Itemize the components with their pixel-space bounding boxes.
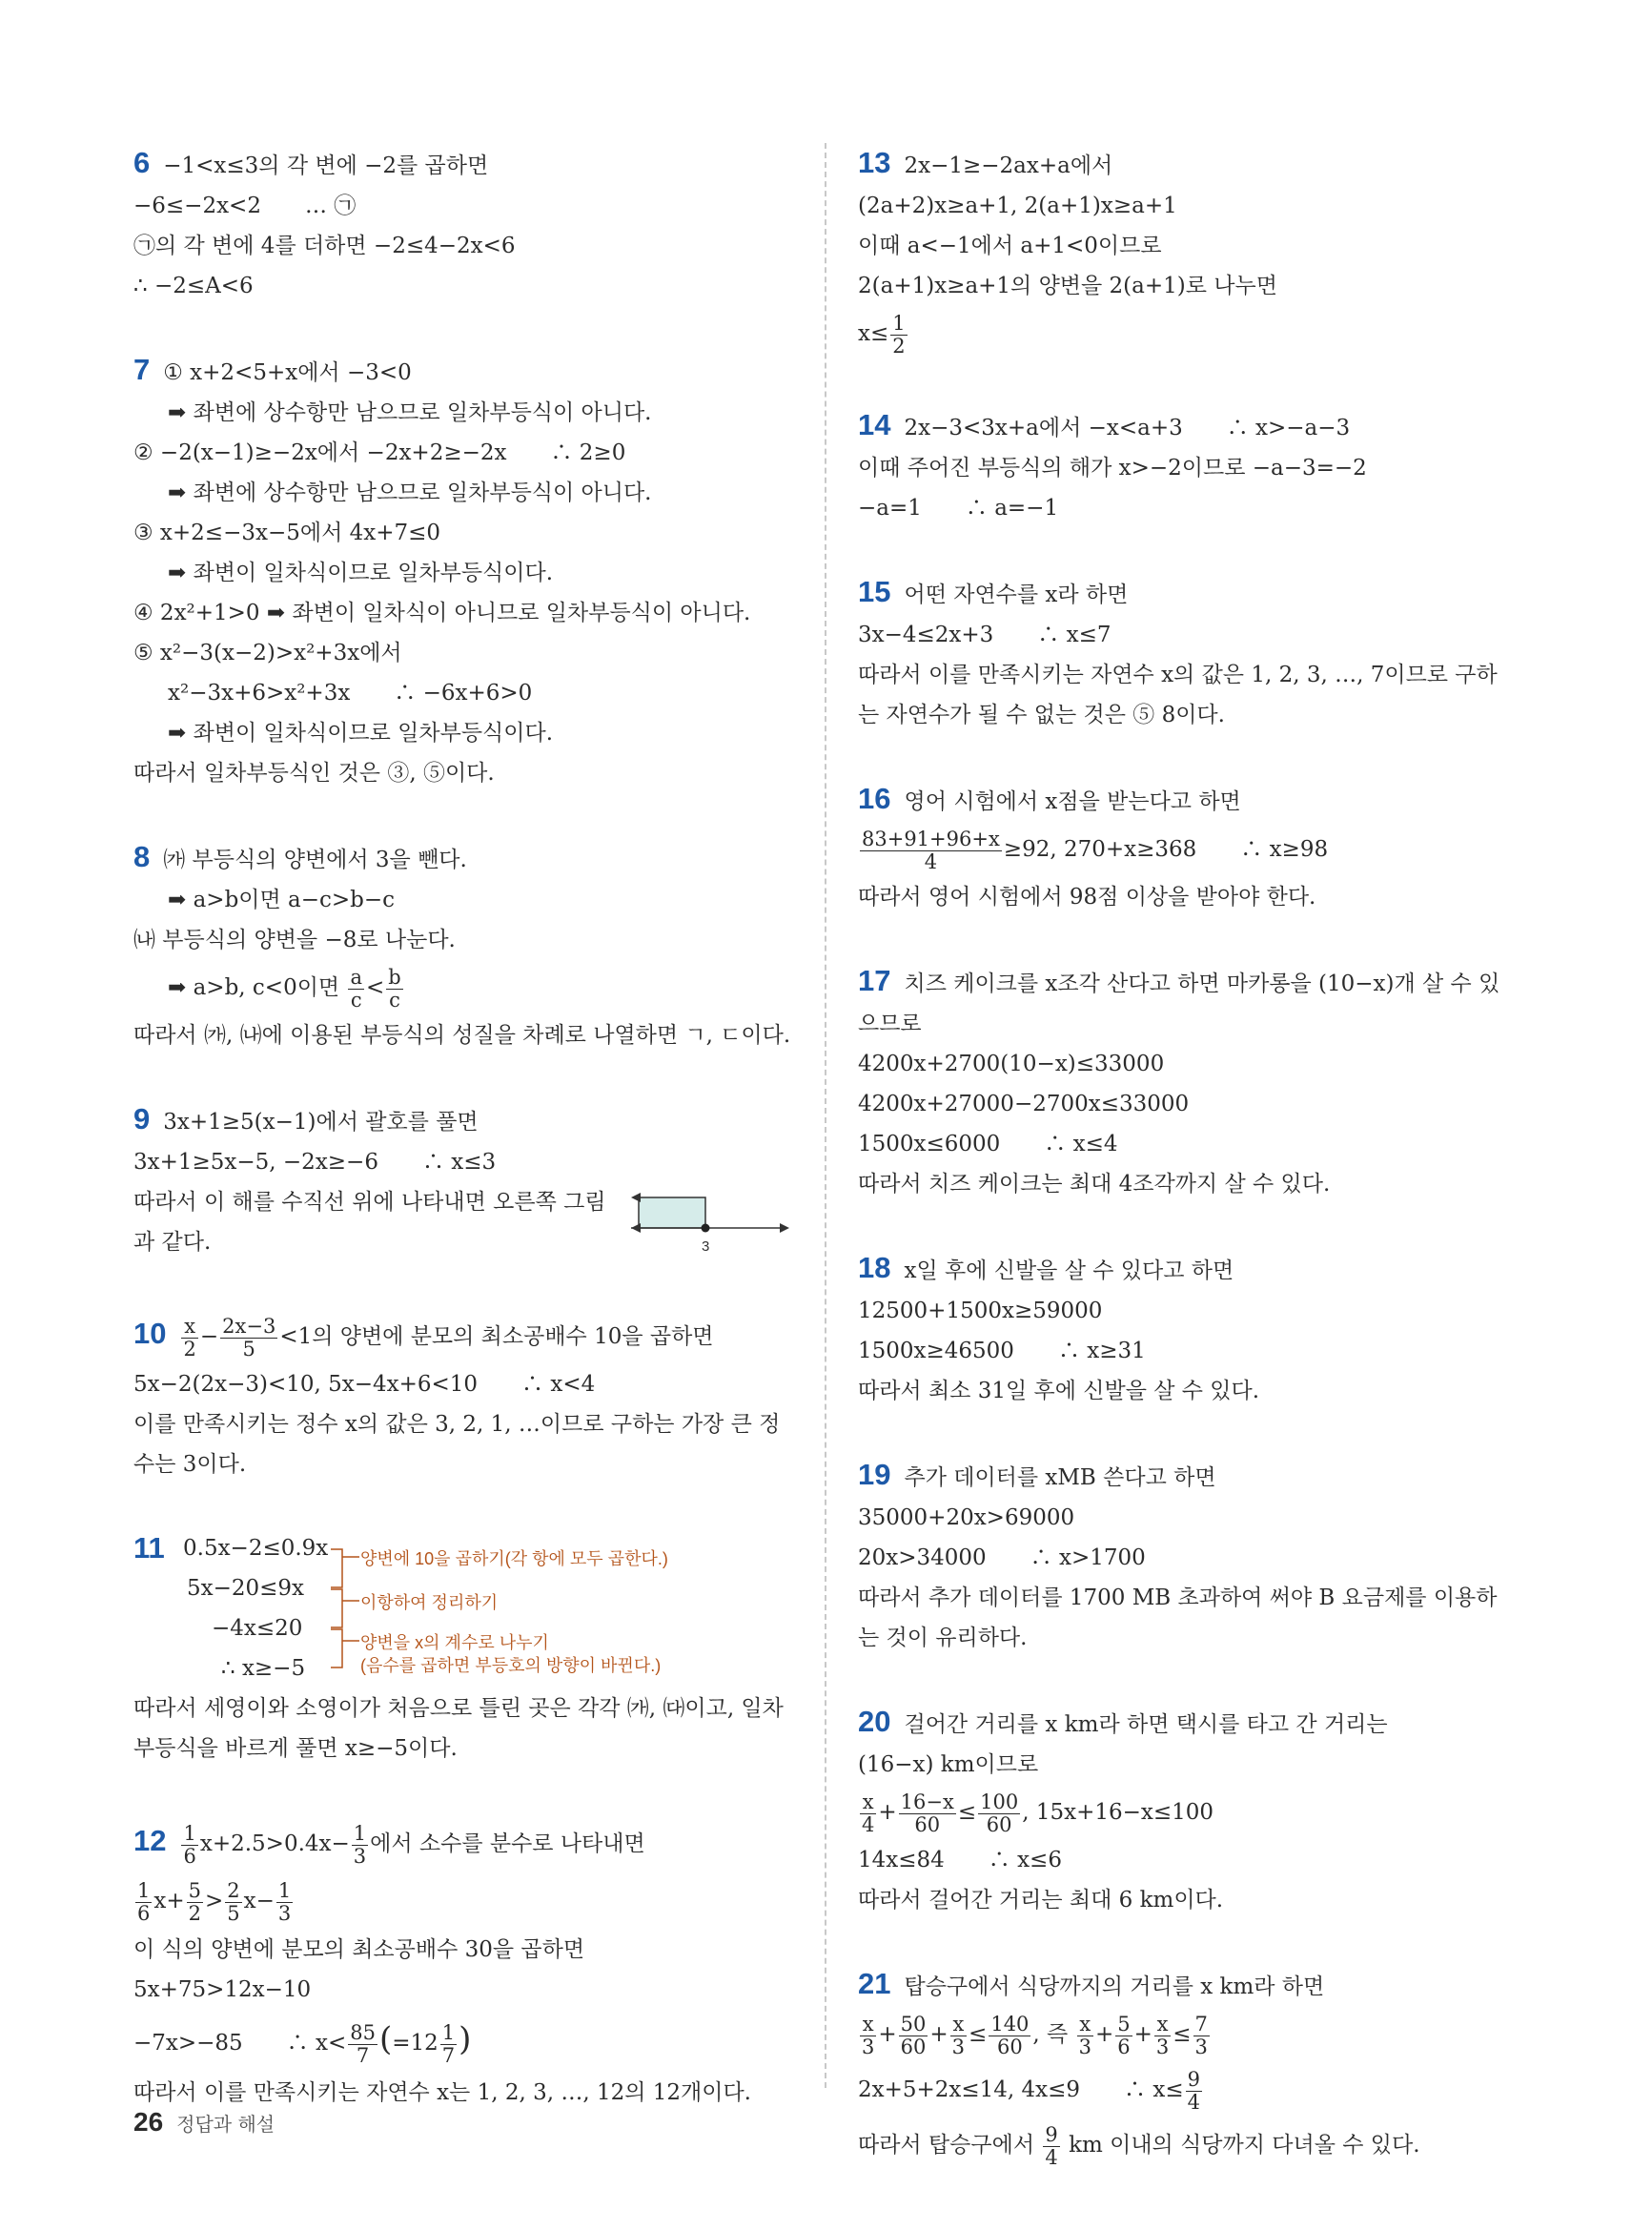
problem-text: 따라서 일차부등식인 것은 ③, ⑤이다. [133,761,495,786]
fraction: $\frac{b}{c}$ [388,966,401,1012]
problem-text: ① x+2<5+x에서 −3<0 [163,360,412,385]
problem-text: 따라서 영어 시험에서 98점 이상을 받아야 한다. [858,885,1316,910]
problem-text: ➡ a>b이면 a−c>b−c [168,888,396,912]
problem-text: 따라서 추가 데이터를 1700 MB 초과하여 써야 B 요금제를 이용하는 것이 유리하다. [858,1586,1498,1650]
problem-text: −a=1 ∴ a=−1 [858,496,1059,521]
problem-16 [858,779,1516,917]
problem-number: 16 [858,782,891,815]
problem-text: 따라서 이를 만족시키는 자연수 x의 값은 1, 2, 3, …, 7이므로 구하는 자연수가 될 수 없는 것은 ⑤ 8이다. [858,663,1498,727]
problem-19 [858,1455,1516,1658]
problem-text: 1500x≤6000 ∴ x≤4 [858,1132,1118,1156]
problem-text: 걸어간 거리를 x km라 하면 택시를 타고 간 거리는 [904,1712,1388,1737]
problem-number: 6 [133,146,151,179]
problem-text: 4200x+27000−2700x≤33000 [858,1092,1190,1116]
problem-13: 13 2x−1≥−2ax+a에서 (2a+2)x≥a+1, 2(a+1)x≥a+1 이때 a<−1에서 a+1<0이므로 2(a+1)x≥a+1의 양변을 2(a+1)로 나누면 x≤ $\frac{1}{2}$ [858,143,1516,361]
problem-text: ➡ 좌변에 상수항만 남으므로 일차부등식이 아니다. [168,481,652,505]
problem-text: ㉠의 각 변에 4를 더하면 −2≤4−2x<6 [133,234,516,258]
problem-number: 10 [133,1317,167,1350]
problem-text: 20x>34000 ∴ x>1700 [858,1545,1146,1570]
problem-text: km 이내의 식당까지 다녀올 수 있다. [1069,2133,1420,2158]
problem-text: ④ 2x²+1>0 ➡ 좌변이 일차식이 아니므로 일차부등식이 아니다. [133,601,751,625]
problem-number: 19 [858,1458,891,1491]
problem-21: 21 탑승구에서 식당까지의 거리를 x km라 하면 $\frac{x}{3}$ + $\frac{50}{60}$ + $\frac{x}{3}$ ≤ $\frac{140}{60}$ , 즉 $\frac{x}{3}$ + $\frac{5}{6}$ + $\frac{x}{3}$ ≤ $\frac{7}{3}$ 2x+5+2x≤14, 4x≤9 ∴ x≤ $\frac{9}{4}$ 따라서 탑승구에서 $\frac{9}{4}$ km 이내의 식당까지 다녀올 수 있다. [858,1967,1420,2169]
problem-text: ③ x+2≤−3x−5에서 4x+7≤0 [133,521,441,545]
problem-20: 20 걸어간 거리를 x km라 하면 택시를 타고 간 거리는 (16−x) km이므로 $\frac{x}{4}$ + $\frac{16-x}{60}$ ≤ $\frac{100}{60}$ , 15x+16−x≤100 14x≤84 ∴ x≤6 따라서 걸어간 거리는 최대 6 km이다. [858,1702,1516,1920]
fraction-equation: $\frac{1}{6}$ x+ $\frac{5}{2}$ > $\frac{2}{5}$ x− $\frac{1}{3}$ [137,1879,292,1925]
problem-text: ➡ 좌변이 일차식이므로 일차부등식이다. [168,721,554,746]
fraction: $\frac{x}{2}$ [183,1315,196,1361]
problem-number: 12 [133,1824,167,1857]
closed-point [702,1224,710,1233]
problem-text: ➡ 좌변에 상수항만 남으므로 일차부등식이 아니다. [168,400,652,425]
solution-region [639,1197,705,1228]
arrow-left-icon [631,1193,641,1202]
problem-text: x²−3x+6>x²+3x ∴ −6x+6>0 [168,681,533,706]
right-column [858,143,1516,2217]
problem-text: ∴ −2≤A<6 [133,274,254,298]
problem-17 [858,961,1516,1204]
arrow-right-icon [780,1223,789,1233]
problem-text: 2x−1≥−2ax+a에서 [904,153,1113,178]
problem-text: 3x+1≥5x−5, −2x≥−6 ∴ x≤3 [133,1150,497,1175]
fraction: $\frac{83+91+96+x}{4}$ [862,828,1000,873]
problem-14 [858,405,1516,528]
problem-text: 3x+1≥5(x−1)에서 괄호를 풀면 [163,1110,479,1135]
problem-text: (2a+2)x≥a+1, 2(a+1)x≥a+1 [858,194,1177,218]
problem-text: x+2.5>0.4x− [199,1831,350,1856]
problem-number: 9 [133,1102,151,1135]
problem-text: x≤ [858,321,889,346]
problem-text: , 즉 [1032,2022,1069,2047]
problem-text: 4200x+2700(10−x)≤33000 [858,1052,1165,1076]
problem-text: ⑤ x²−3(x−2)>x²+3x에서 [133,641,402,665]
problem-15 [858,572,1516,735]
problem-text: ② −2(x−1)≥−2x에서 −2x+2≥−2x ∴ 2≥0 [133,440,626,465]
problem-text: 12500+1500x≥59000 [858,1299,1103,1323]
problem-8: 8 ㈎ 부등식의 양변에서 3을 뺀다. ➡ a>b이면 a−c>b−c ㈏ 부등식의 양변을 −8로 나눈다. ➡ a>b, c<0이면 $\frac{a}{c}$ < $\frac{b}{c}$ 따라서 ㈎, ㈏에 이용된 부등식의 성질을 차례로 나열하면 ㄱ, ㄷ이다. [133,837,791,1055]
problem-text: 이때 a<−1에서 a+1<0이므로 [858,234,1162,258]
problem-text: 1500x≥46500 ∴ x≥31 [858,1339,1146,1363]
problem-text: 이때 주어진 부등식의 해가 x>−2이므로 −a−3=−2 [858,456,1367,481]
annotation-note: 양변에 10을 곱하기(각 항에 모두 곱한다.) [360,1549,668,1568]
problem-text: 탑승구에서 식당까지의 거리를 x km라 하면 [904,1974,1325,1999]
problem-7 [133,350,791,793]
problem-number: 14 [858,408,891,441]
problem-number: 20 [858,1705,891,1738]
problem-text: 따라서 치즈 케이크는 최대 4조각까지 살 수 있다. [858,1172,1331,1197]
problem-text: 어떤 자연수를 x라 하면 [904,583,1129,607]
problem-text: 에서 소수를 분수로 나타내면 [370,1831,645,1856]
footer-label: 정답과 해설 [176,2113,275,2136]
fraction: $\frac{a}{c}$ [350,966,362,1012]
problem-text: 2x+5+2x≤14, 4x≤9 ∴ x≤ [858,2077,1184,2102]
problem-number: 15 [858,575,891,608]
problem-text: 5x+75>12x−10 [133,1977,312,2002]
problem-text: ➡ a>b, c<0이면 [168,975,340,1000]
problem-text: 따라서 ㈎, ㈏에 이용된 부등식의 성질을 차례로 나열하면 ㄱ, ㄷ이다. [133,1023,791,1048]
problem-number: 13 [858,146,891,179]
problem-text: 영어 시험에서 x점을 받는다고 하면 [904,789,1241,814]
problem-text: 14x≤84 ∴ x≤6 [858,1848,1062,1872]
problem-6 [133,143,791,306]
problem-text: 이 식의 양변에 분모의 최소공배수 30을 곱하면 [133,1937,585,1962]
problem-text: 따라서 세영이와 소영이가 처음으로 틀린 곳은 각각 ㈎, ㈐이고, 일차부등식을 바르게 풀면 x≥−5이다. [133,1696,784,1761]
problem-text: , 15x+16−x≤100 [1022,1800,1214,1825]
problem-11 [133,1528,791,1769]
problem-text: −6≤−2x<2 … ㉠ [133,194,357,218]
problem-text: 이를 만족시키는 정수 x의 값은 3, 2, 1, …이므로 구하는 가장 큰 정수는 3이다. [133,1412,781,1477]
problem-number: 17 [858,964,891,997]
problem-text: −1<x≤3의 각 변에 −2를 곱하면 [163,153,489,178]
problem-12: 12 $\frac{1}{6}$ x+2.5>0.4x− $\frac{1}{3}$ 에서 소수를 분수로 나타내면 $\frac{1}{6}$ x+ $\frac{5}{2}$ > $\frac{2}{5}$ x− $\frac{1}{3}$ 이 식의 양변에 분모의 최소공배수 30을 곱하면 5x+75>12x−10 −7x>−85 ∴ x< $\frac{85}{7}$ (=12 $\frac{1}{7}$ ) 따라서 이를 만족시키는 자연수 x는 1, 2, 3, …, 12의 12개이다. [133,1812,791,2113]
fraction: $\frac{2x-3}{5}$ [222,1315,276,1361]
arrow-left-icon [631,1223,641,1233]
problem-text: ㈎ 부등식의 양변에서 3을 뺀다. [163,848,467,872]
page-number: 26 [133,2107,164,2137]
problem-text: ㈏ 부등식의 양변을 −8로 나눈다. [133,928,456,952]
solution-step: −4x≤20 [212,1616,303,1641]
problem-text: x일 후에 신발을 살 수 있다고 하면 [904,1258,1234,1283]
problem-text: −7x>−85 ∴ x< [133,2031,347,2056]
problem-text: 따라서 걸어간 거리는 최대 6 km이다. [858,1888,1224,1913]
problem-number: 21 [858,1967,891,2000]
left-column [133,143,791,2157]
annotation-note: 양변을 x의 계수로 나누기 [360,1633,549,1652]
problem-text: 따라서 탑승구에서 [858,2133,1035,2158]
problem-text: 2(a+1)x≥a+1의 양변을 2(a+1)로 나누면 [858,274,1277,298]
tick-label: 3 [702,1238,710,1255]
problem-text: 따라서 이 해를 수직선 위에 나타내면 오른쪽 그림과 같다. [133,1190,606,1255]
problem-text: (16−x) km이므로 [858,1752,1039,1777]
problem-number: 7 [133,353,151,386]
problem-text: <1의 양변에 분모의 최소공배수 10을 곱하면 [279,1324,714,1349]
annotation-note: 이항하여 정리하기 [360,1593,499,1612]
problem-text: 2x−3<3x+a에서 −x<a+3 ∴ x>−a−3 [904,416,1351,440]
solution-step: ∴ x≥−5 [221,1656,306,1681]
annotation-note: (음수를 곱하면 부등호의 방향이 바뀐다.) [360,1656,662,1675]
number-line-diagram [629,1190,791,1257]
problem-number: 11 [133,1531,165,1565]
problem-text: ➡ 좌변이 일차식이므로 일차부등식이다. [168,561,554,585]
problem-text: 35000+20x>69000 [858,1505,1075,1530]
problem-9 [133,1099,791,1262]
column-divider [825,143,826,2088]
problem-text: 5x−2(2x−3)<10, 5x−4x+6<10 ∴ x<4 [133,1372,596,1397]
problem-text: 3x−4≤2x+3 ∴ x≤7 [858,623,1112,647]
problem-number: 18 [858,1251,891,1284]
page-footer [133,2107,275,2138]
solution-step: 5x−20≤9x [187,1576,305,1601]
solution-step: 0.5x−2≤0.9x [183,1536,329,1561]
problem-text: ≥92, 270+x≥368 ∴ x≥98 [1003,837,1329,862]
problem-10: 10 $\frac{x}{2}$ − $\frac{2x-3}{5}$ <1의 양변에 분모의 최소공배수 10을 곱하면 5x−2(2x−3)<10, 5x−4x+6<10 ∴ x<4 이를 만족시키는 정수 x의 값은 3, 2, 1, …이므로 구하는 가장 큰 정수는 3이다. [133,1306,791,1484]
problem-text: 치즈 케이크를 x조각 산다고 하면 마카롱을 (10−x)개 살 수 있으므로 [858,972,1500,1036]
problem-text: 따라서 최소 31일 후에 신발을 살 수 있다. [858,1379,1260,1403]
problem-18 [858,1248,1516,1411]
problem-number: 8 [133,840,151,873]
problem-text: 추가 데이터를 xMB 쓴다고 하면 [904,1465,1216,1490]
problem-text: 따라서 이를 만족시키는 자연수 x는 1, 2, 3, …, 12의 12개이다. [133,2080,751,2105]
